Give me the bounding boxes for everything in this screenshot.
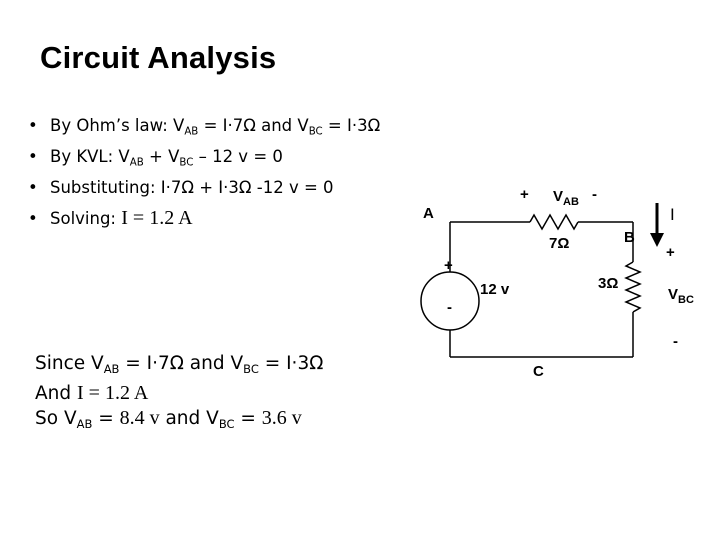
source-plus-sign: +	[444, 257, 453, 274]
bullet-substituting: • Substituting: I·7Ω + I·3Ω -12 v = 0	[28, 172, 380, 203]
node-label-a: A	[423, 205, 434, 222]
bullet-kvl: • By KVL: $V_{AB} + V_{BC} - 12$ v = 0	[28, 141, 380, 172]
bullet-solving: • Solving: I = 1.2 A	[28, 203, 380, 234]
vab-minus-sign: -	[592, 186, 597, 203]
vbc-minus-sign: -	[673, 333, 678, 350]
bullet-dot: •	[28, 178, 38, 197]
vab-plus-sign: +	[520, 186, 529, 203]
vab-label: $V_{AB}$	[553, 188, 579, 208]
bullet-dot: •	[28, 209, 38, 228]
node-label-c: C	[533, 363, 544, 380]
resistor-7-ohm-label: 7Ω	[549, 235, 570, 252]
summary-line-and: And I = 1.2 A	[35, 382, 149, 404]
resistor-7-ohm	[530, 215, 578, 229]
bullet-ohms-law: • By Ohm’s law: $V_{AB} = I\cdot 7\Omega$ and $V_{BC} = I\cdot 3\Omega$	[28, 110, 380, 141]
resistor-3-ohm	[626, 262, 640, 312]
vbc-plus-sign: +	[666, 244, 675, 261]
current-label: I	[670, 205, 675, 224]
bullet-dot: •	[28, 116, 38, 135]
source-minus-sign: -	[447, 299, 452, 316]
current-arrow	[650, 203, 664, 247]
vbc-label: $V_{BC}$	[668, 286, 694, 306]
bullet-dot: •	[28, 147, 38, 166]
source-value-label: 12 v	[480, 281, 510, 298]
node-label-b: B	[624, 229, 635, 246]
summary-line-so: So $V_{AB} = 8.4$ v and $V_{BC} = 3.6$ v	[35, 407, 302, 431]
summary-line-since: Since $V_{AB} = I\cdot 7\Omega$ and $V_{BC} = I\cdot 3\Omega$	[35, 353, 324, 376]
resistor-3-ohm-label: 3Ω	[598, 275, 619, 292]
slide-title: Circuit Analysis	[40, 40, 277, 75]
